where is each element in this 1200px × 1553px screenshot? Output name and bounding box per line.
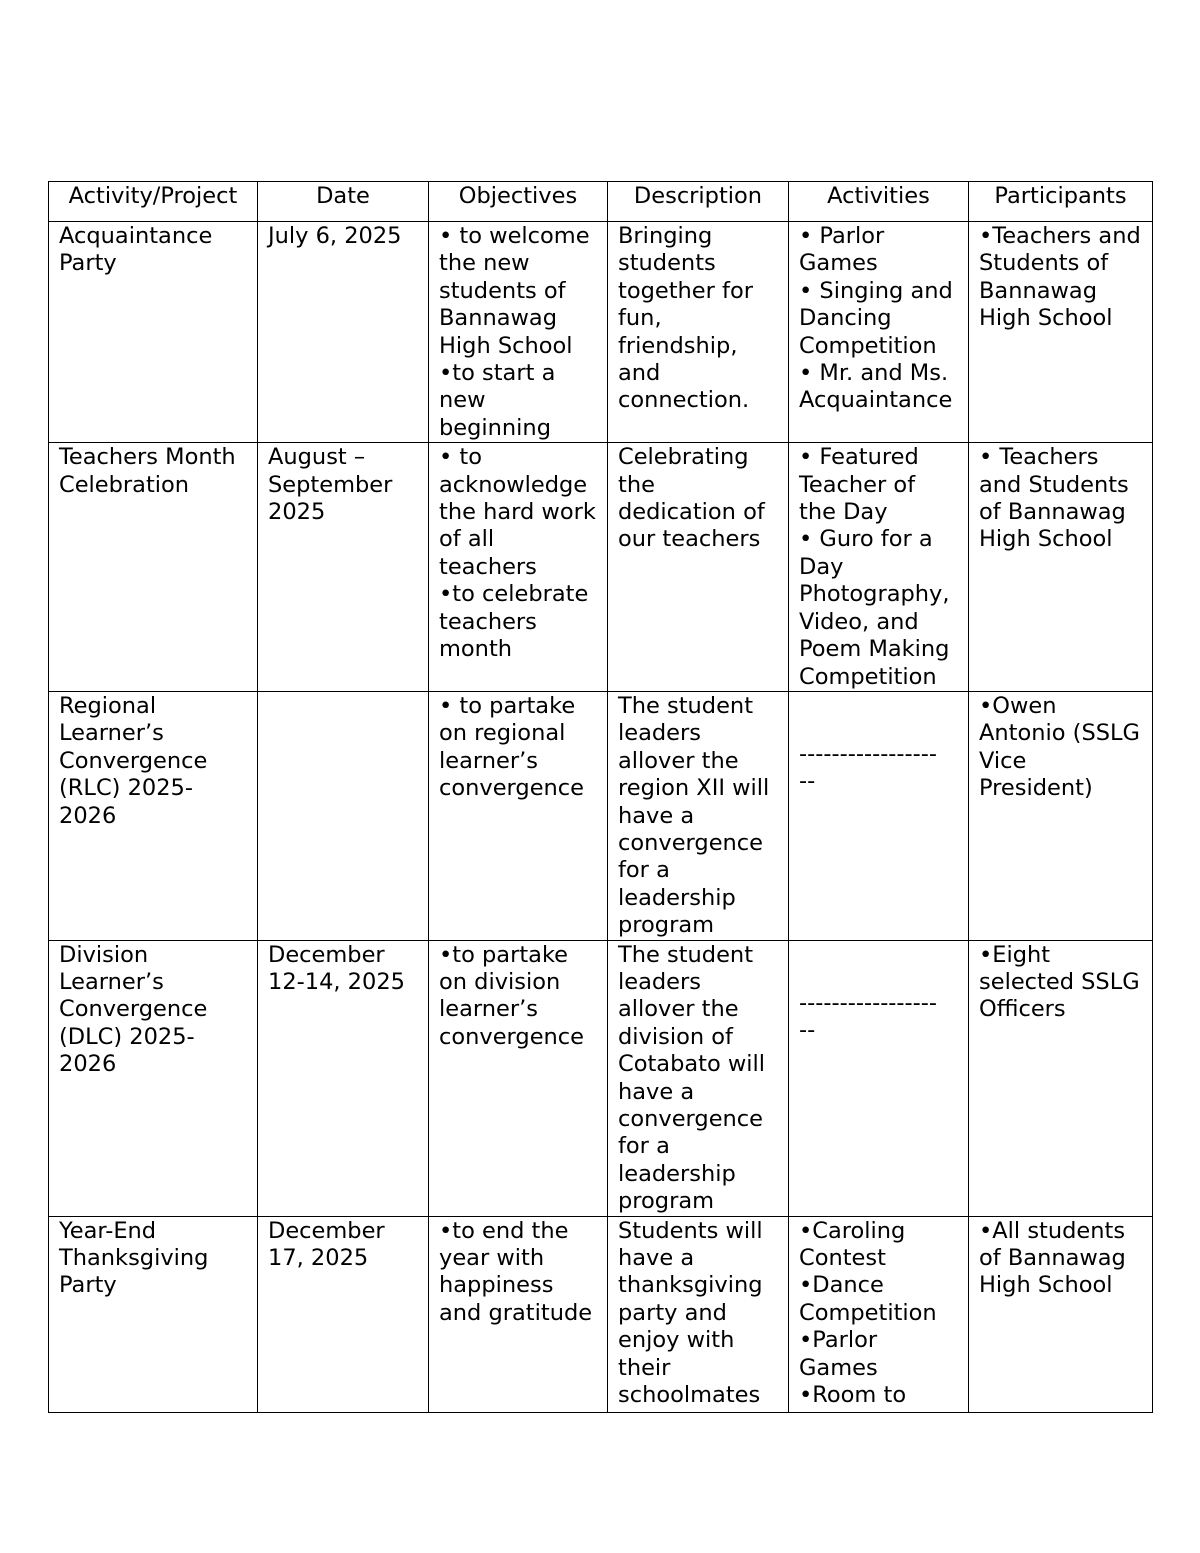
cell-participants: •All students of Bannawag High School [969, 1216, 1153, 1412]
cell-activities [789, 940, 969, 1216]
header-activities: Activities [789, 182, 969, 222]
activity-plan-table [48, 181, 1153, 1413]
activities-placeholder-dashes: ----------------- -- [799, 740, 938, 795]
cell-date: August – September 2025 [258, 443, 429, 692]
cell-participants: •Owen Antonio (SSLG Vice President) [969, 691, 1153, 940]
table-row [49, 222, 1153, 443]
table-row [49, 940, 1153, 1216]
cell-date: December 12-14, 2025 [258, 940, 429, 1216]
header-activity-project: Activity/Project [49, 182, 258, 222]
cell-date [258, 691, 429, 940]
cell-date: December 17, 2025 [258, 1216, 429, 1412]
cell-objectives: • to acknowledge the hard work of all teachers •to celebrate teachers month [429, 443, 608, 692]
cell-description: Bringing students together for fun, friendship, and connection. [608, 222, 789, 443]
cell-activity: Division Learner’s Convergence (DLC) 2025-2026 [49, 940, 258, 1216]
header-date: Date [258, 182, 429, 222]
cell-objectives: • to welcome the new students of Bannawag High School •to start a new beginning [429, 222, 608, 443]
table-header-row [49, 182, 1153, 222]
cell-description: Students will have a thanksgiving party and enjoy with their schoolmates [608, 1216, 789, 1412]
cell-description: Celebrating the dedication of our teachers [608, 443, 789, 692]
table-row [49, 443, 1153, 692]
cell-date: July 6, 2025 [258, 222, 429, 443]
cell-objectives: •to end the year with happiness and gratitude [429, 1216, 608, 1412]
cell-participants: • Teachers and Students of Bannawag High School [969, 443, 1153, 692]
cell-objectives: • to partake on regional learner’s convergence [429, 691, 608, 940]
header-participants: Participants [969, 182, 1153, 222]
header-description: Description [608, 182, 789, 222]
table-row [49, 691, 1153, 940]
activities-placeholder-dashes: ----------------- -- [799, 989, 938, 1043]
cell-activities: • Featured Teacher of the Day • Guro for a Day Photography, Video, and Poem Making Competition [789, 443, 969, 692]
cell-activity: Year-End Thanksgiving Party [49, 1216, 258, 1412]
cell-activities: •Caroling Contest •Dance Competition •Parlor Games •Room to [789, 1216, 969, 1412]
cell-activities [789, 691, 969, 940]
cell-objectives: •to partake on division learner’s convergence [429, 940, 608, 1216]
cell-activity: Teachers Month Celebration [49, 443, 258, 692]
cell-participants: •Eight selected SSLG Officers [969, 940, 1153, 1216]
table-row [49, 1216, 1153, 1412]
cell-activities: • Parlor Games • Singing and Dancing Competition • Mr. and Ms. Acquaintance [789, 222, 969, 443]
cell-description: The student leaders allover the region XII will have a convergence for a leadership program [608, 691, 789, 940]
cell-activity: Regional Learner’s Convergence (RLC) 2025-2026 [49, 691, 258, 940]
cell-activity: Acquaintance Party [49, 222, 258, 443]
header-objectives: Objectives [429, 182, 608, 222]
cell-description: The student leaders allover the division of Cotabato will have a convergence for a leadership program [608, 940, 789, 1216]
cell-participants: •Teachers and Students of Bannawag High School [969, 222, 1153, 443]
